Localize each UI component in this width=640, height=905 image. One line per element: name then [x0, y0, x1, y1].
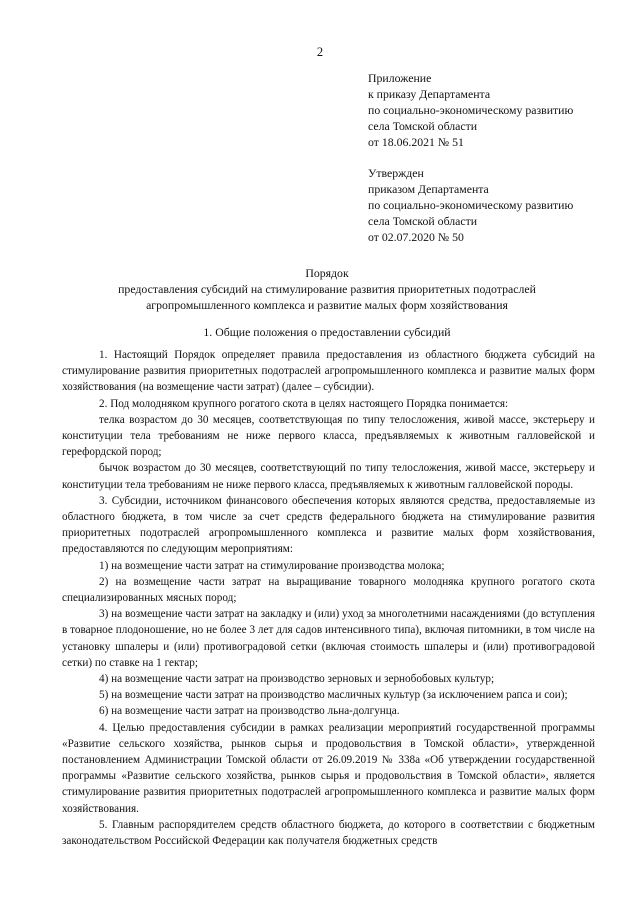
paragraph: бычок возрастом до 30 месяцев, соответствующий по типу телосложения, живой массе, экстерьеру и конституции тела требованиям не ниже первого класса, предъявляемых к животным галловейской породы.	[62, 462, 595, 491]
paragraph: телка возрастом до 30 месяцев, соответствующая по типу телосложения, живой массе, экстерьеру и конституции тела требованиям не ниже первого класса, предъявляемых к животным галловейской и герефордской пород;	[62, 413, 595, 459]
paragraph: 3. Субсидии, источником финансового обеспечения которых являются средства, предоставляемые из областного бюджета, в том числе за счет средств федерального бюджета на стимулирование развития приоритетных подотраслей агропромышленного комплекса и развитие малых форм хозяйствования, предоставляются по следующим мероприятиям:	[62, 494, 595, 556]
appendix-line: от 18.06.2021 № 51	[368, 135, 464, 149]
paragraph: 1. Настоящий Порядок определяет правила предоставления из областного бюджета субсидий на стимулирование развития приоритетных подотраслей агропромышленного комплекса и развитие малых форм хозяйствования (на возмещение части затрат) (далее – субсидии).	[62, 349, 595, 394]
appendix-block	[368, 70, 628, 150]
paragraph: 2. Под молодняком крупного рогатого скота в целях настоящего Порядка понимается:	[99, 397, 509, 410]
page-number: 2	[316, 45, 324, 59]
section-heading: 1. Общие положения о предоставлении субсидий	[203, 325, 451, 339]
paragraph: 5. Главным распорядителем средств областного бюджета, до которого в соответствии с бюджетным законодательством Российской Федерации как получателя бюджетных средств	[62, 818, 595, 848]
appendix-line: к приказу Департамента	[368, 87, 491, 101]
paragraph: 4) на возмещение части затрат на производство зерновых и зернобобовых культур;	[99, 673, 495, 686]
paragraph: 2) на возмещение части затрат на выращивание товарного молодняка крупного рогатого скота специализированных мясных пород;	[62, 575, 595, 605]
title-line: предоставления субсидий на стимулирование развития приоритетных подотраслей	[118, 282, 536, 296]
approved-line: от 02.07.2020 № 50	[368, 230, 464, 244]
appendix-line: села Томской области	[368, 119, 478, 133]
paragraph: 4. Целью предоставления субсидии в рамках реализации мероприятий государственной программы «Развитие сельского хозяйства, рынков сырья и продовольствия в Томской области», утвержденной постановлением Администрации Томской области от 26.09.2019 № 338а «Об утверждении государственной программы «Развитие сельского хозяйства, рынков сырья и продовольствия в Томской области», является стимулирование развития приоритетных подотраслей агропромышленного комплекса и развитие малых форм хозяйствования.	[62, 721, 595, 815]
approved-line: села Томской области	[368, 214, 478, 228]
document-title	[84, 265, 570, 313]
approved-line: приказом Департамента	[368, 182, 489, 196]
appendix-line: Приложение	[368, 71, 432, 85]
document-body	[62, 347, 595, 849]
paragraph: 6) на возмещение части затрат на производство льна-долгунца.	[99, 705, 400, 718]
paragraph: 3) на возмещение части затрат на закладку и (или) уход за многолетними насаждениями (до вступления в товарное плодоношение, но не более 3 лет для садов интенсивного типа), включая питомники, в том числе на установку шпалеры и (или) противоградовой сетки (включая стоимость шпалеры и (или) противоградовой сетки) по ставке на 1 гектар;	[62, 608, 595, 669]
title-line: агропромышленного комплекса и развитие малых форм хозяйствования	[146, 298, 508, 312]
approved-line: по социально-экономическому развитию	[368, 198, 574, 212]
title-word: Порядок	[305, 266, 349, 280]
approved-line: Утвержден	[368, 166, 424, 180]
paragraph: 5) на возмещение части затрат на производство масличных культур (за исключением рапса и сои);	[99, 689, 568, 702]
appendix-line: по социально-экономическому развитию	[368, 103, 574, 117]
paragraph: 1) на возмещение части затрат на стимулирование производства молока;	[99, 559, 445, 572]
approved-block	[368, 165, 628, 245]
